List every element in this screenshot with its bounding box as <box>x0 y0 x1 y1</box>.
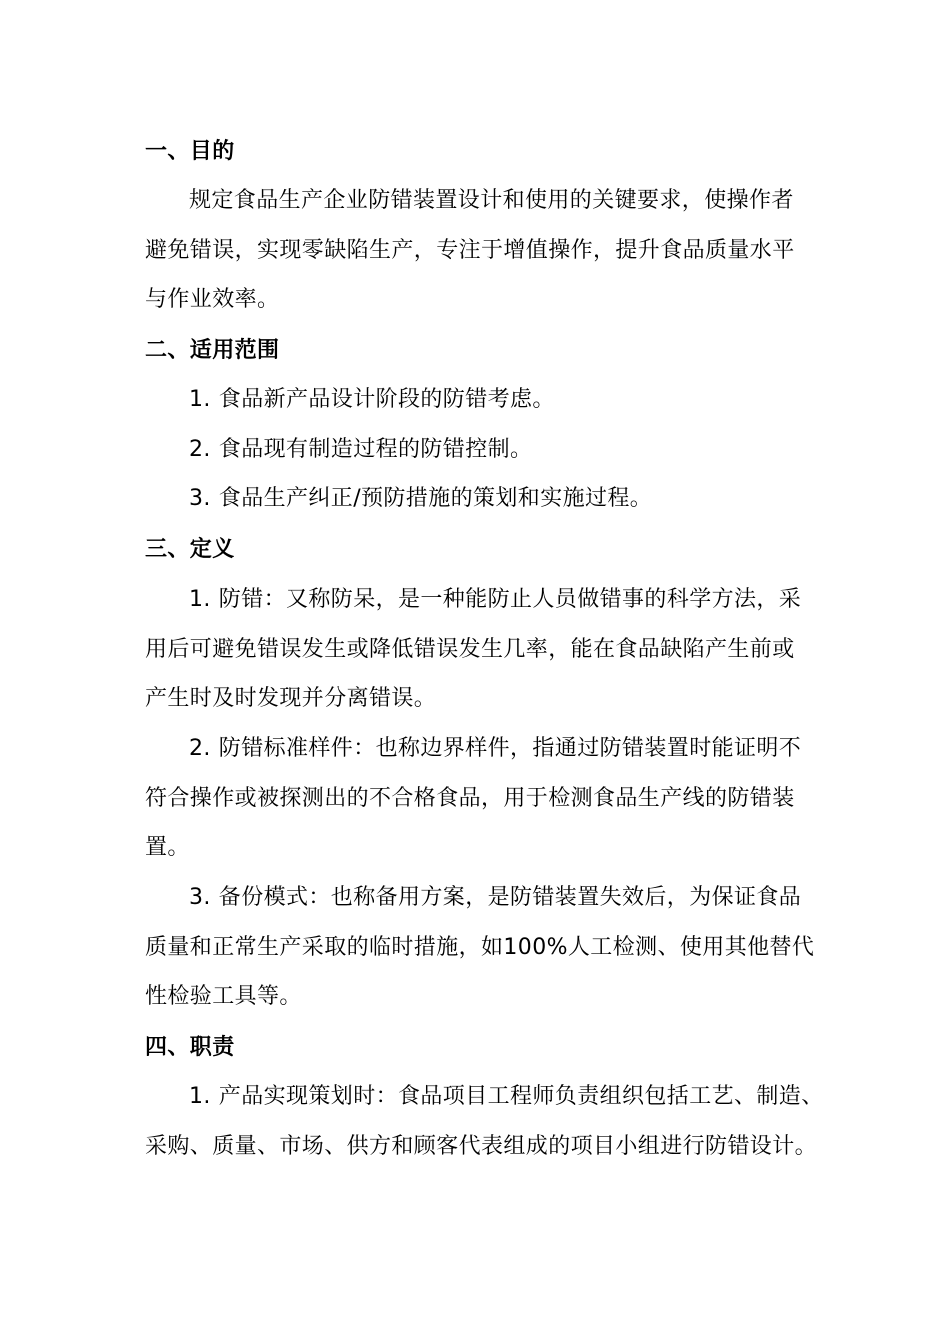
list-number: 2. <box>189 436 211 462</box>
paragraph-line: 质量和正常生产采取的临时措施，如100%人工检测、使用其他替代 <box>145 934 815 960</box>
paragraph-line <box>145 873 805 923</box>
section-heading-scope: 二、适用范围 <box>145 338 280 363</box>
list-number: 1. <box>189 387 211 412</box>
paragraph-line: 避免错误，实现零缺陷生产，专注于增值操作，提升食品质量水平 <box>145 237 795 263</box>
definition-item-1 <box>145 575 805 724</box>
paragraph-line: 规定食品生产企业防错装置设计和使用的关键要求，使操作者 <box>189 188 794 213</box>
paragraph-line: 产生时及时发现并分离错误。 <box>145 686 437 711</box>
list-text: 防错：又称防呆，是一种能防止人员做错事的科学方法，采 <box>218 587 802 612</box>
list-text: 食品生产纠正/预防措施的策划和实施过程。 <box>218 486 653 511</box>
list-number: 1. <box>189 1084 211 1109</box>
paragraph-line <box>145 1072 824 1122</box>
paragraph-line: 符合操作或被探测出的不合格食品，用于检测食品生产线的防错装 <box>145 785 795 811</box>
paragraph-line: 性检验工具等。 <box>145 984 302 1009</box>
section-heading-definitions: 三、定义 <box>145 537 235 562</box>
paragraph-line: 采购、质量、市场、供方和顾客代表组成的项目小组进行防错设计。 <box>145 1133 818 1159</box>
definition-item-3 <box>145 873 815 1022</box>
list-number: 1. <box>189 587 211 612</box>
paragraph-line <box>145 575 805 625</box>
scope-list <box>145 375 805 524</box>
paragraph-line: 与作业效率。 <box>145 287 280 312</box>
list-number: 3. <box>189 885 211 910</box>
purpose-paragraph <box>145 176 805 325</box>
list-text: 备份模式：也称备用方案，是防错装置失效后，为保证食品 <box>218 885 802 910</box>
definition-item-2 <box>145 724 805 873</box>
list-item <box>145 375 805 425</box>
list-text: 防错标准样件：也称边界样件，指通过防错装置时能证明不 <box>218 736 802 761</box>
list-text: 产品实现策划时：食品项目工程师负责组织包括工艺、制造、 <box>218 1084 824 1109</box>
paragraph-line: 用后可避免错误发生或降低错误发生几率，能在食品缺陷产生前或 <box>145 636 795 662</box>
list-number: 2. <box>189 736 211 761</box>
section-heading-responsibilities: 四、职责 <box>145 1035 235 1060</box>
list-item <box>145 474 805 524</box>
paragraph-line: 置。 <box>145 835 190 860</box>
list-item <box>145 425 805 475</box>
list-text: 食品新产品设计阶段的防错考虑。 <box>218 387 555 412</box>
list-number: 3. <box>189 486 211 511</box>
responsibility-item-1 <box>145 1072 824 1171</box>
list-text: 食品现有制造过程的防错控制。 <box>218 436 533 462</box>
section-heading-purpose: 一、目的 <box>145 139 235 164</box>
paragraph-line <box>145 724 805 774</box>
